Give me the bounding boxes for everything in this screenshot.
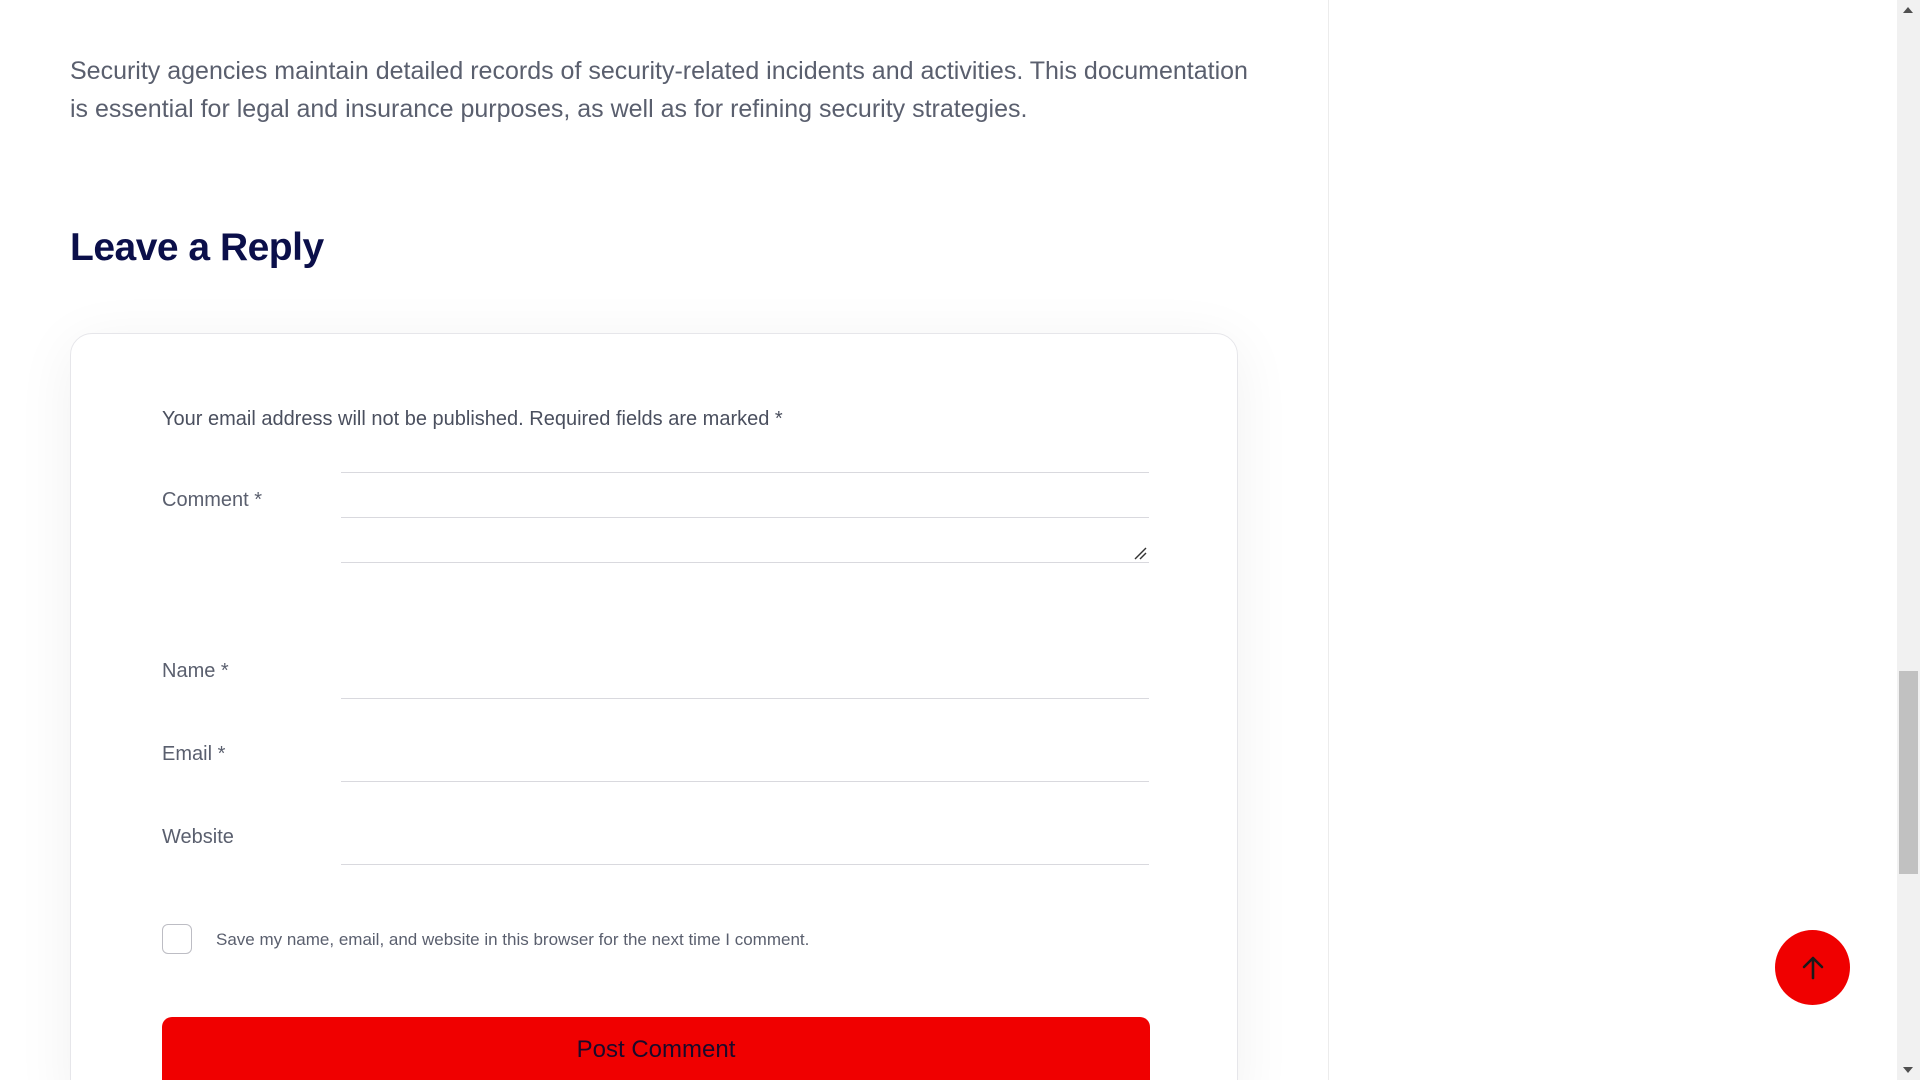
comment-line-1 — [341, 472, 1149, 473]
sidebar-divider — [1328, 0, 1329, 1080]
remember-me-label[interactable]: Save my name, email, and website in this browser for the next time I comment. — [216, 930, 810, 949]
name-field[interactable] — [341, 652, 1149, 692]
name-underline — [341, 698, 1149, 699]
scrollbar-thumb[interactable] — [1899, 671, 1918, 874]
required-fields-notice: Your email address will not be published. Required fields are marked * — [162, 408, 783, 430]
name-label: Name * — [162, 660, 229, 682]
page-scrollbar[interactable] — [1897, 0, 1920, 1080]
post-comment-button[interactable]: Post Comment — [162, 1017, 1150, 1080]
reply-heading: Leave a Reply — [70, 226, 324, 269]
remember-me-checkbox[interactable] — [162, 924, 192, 954]
email-label: Email * — [162, 743, 226, 765]
comment-label: Comment * — [162, 489, 263, 511]
scroll-down-arrow-icon[interactable] — [1903, 1067, 1913, 1073]
comment-line-3 — [341, 562, 1149, 563]
scroll-up-arrow-icon[interactable] — [1903, 7, 1913, 13]
arrow-up-icon — [1799, 954, 1827, 982]
comment-textarea[interactable] — [341, 428, 1149, 564]
email-field[interactable] — [341, 735, 1149, 775]
scroll-to-top-button[interactable] — [1775, 930, 1850, 1005]
website-field[interactable] — [341, 818, 1149, 858]
comment-form — [70, 333, 1238, 1080]
email-underline — [341, 781, 1149, 782]
article-paragraph: Security agencies maintain detailed records of security-related incidents and activities. This documentation is essential for legal and insurance purposes, as well as for refining security strategies. — [70, 57, 1248, 123]
website-label: Website — [162, 826, 234, 848]
resize-handle-icon[interactable] — [1133, 546, 1147, 560]
website-underline — [341, 864, 1149, 865]
comment-line-2 — [341, 517, 1149, 518]
